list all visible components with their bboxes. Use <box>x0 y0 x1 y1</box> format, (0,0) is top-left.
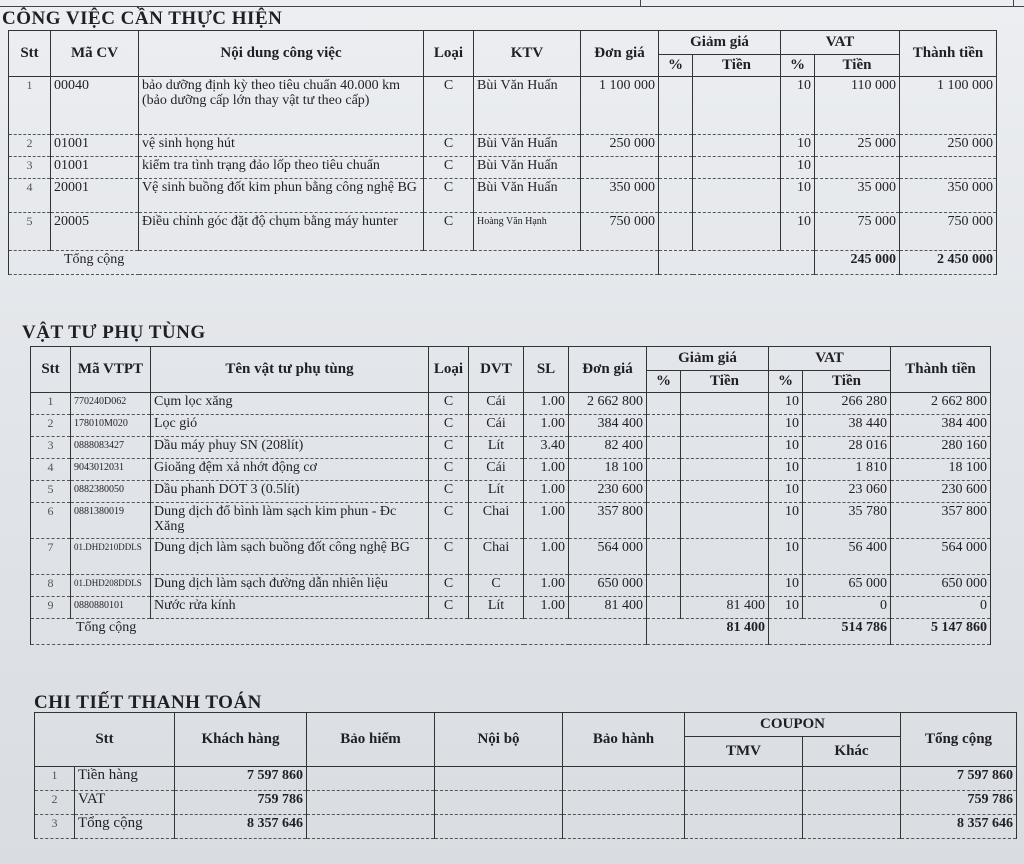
work-header-total: Thành tiền <box>900 31 997 77</box>
row-vat-money <box>815 157 900 179</box>
row-code: 01001 <box>51 135 139 157</box>
work-footer-row <box>9 251 997 275</box>
table-row <box>31 503 991 539</box>
row-label: VAT <box>75 791 175 815</box>
top-box <box>640 0 1014 6</box>
row-total: 1 100 000 <box>900 77 997 135</box>
row-type: C <box>429 503 469 539</box>
row-code: 0880880101 <box>71 597 151 619</box>
row-stt: 5 <box>9 213 51 251</box>
row-type: C <box>429 575 469 597</box>
table-row <box>31 393 991 415</box>
row-code: 0882380050 <box>71 481 151 503</box>
row-unit-price: 650 000 <box>569 575 647 597</box>
row-vat-pct: 10 <box>769 575 803 597</box>
row-content: Điều chỉnh góc đặt độ chụm bằng máy hunter <box>139 213 424 251</box>
row-unit: Cái <box>469 415 524 437</box>
row-qty: 1.00 <box>524 481 569 503</box>
row-total: 650 000 <box>891 575 991 597</box>
row-unit-price: 2 662 800 <box>569 393 647 415</box>
table-row <box>31 415 991 437</box>
row-unit-price: 357 800 <box>569 503 647 539</box>
row-disc-pct <box>647 575 681 597</box>
row-disc-money <box>681 437 769 459</box>
work-footer-vat-total: 245 000 <box>815 251 900 275</box>
row-unit-price: 384 400 <box>569 415 647 437</box>
row-code: 0888083427 <box>71 437 151 459</box>
work-header-code: Mã CV <box>51 31 139 77</box>
row-vat-money: 38 440 <box>803 415 891 437</box>
parts-header-unit: DVT <box>469 347 524 393</box>
pay-header-coupon: COUPON <box>685 713 901 737</box>
row-qty: 1.00 <box>524 415 569 437</box>
parts-footer-grand-total: 5 147 860 <box>891 619 991 645</box>
row-disc-pct <box>647 459 681 481</box>
row-other <box>803 815 901 839</box>
parts-header-vat: VAT <box>769 347 891 371</box>
table-row <box>31 575 991 597</box>
row-disc-pct <box>659 135 693 157</box>
payment-section-title: CHI TIẾT THANH TOÁN <box>34 692 262 713</box>
row-disc-money <box>681 575 769 597</box>
row-name: Dung dịch làm sạch đường dẫn nhiên liệu <box>151 575 429 597</box>
row-qty: 1.00 <box>524 503 569 539</box>
row-internal <box>435 791 563 815</box>
parts-table <box>30 346 991 645</box>
table-row <box>35 767 1017 791</box>
row-type: C <box>429 393 469 415</box>
table-row <box>31 597 991 619</box>
row-qty: 1.00 <box>524 539 569 575</box>
row-vat-pct: 10 <box>769 481 803 503</box>
row-vat-pct: 10 <box>769 539 803 575</box>
parts-footer-disc-total: 81 400 <box>647 619 769 645</box>
row-stt: 2 <box>35 791 75 815</box>
row-stt: 9 <box>31 597 71 619</box>
table-row <box>31 481 991 503</box>
row-type: C <box>429 597 469 619</box>
parts-footer-row <box>31 619 991 645</box>
row-total: 280 160 <box>891 437 991 459</box>
row-vat-pct: 10 <box>769 437 803 459</box>
work-header-content: Nội dung công việc <box>139 31 424 77</box>
row-unit: Lít <box>469 437 524 459</box>
row-type: C <box>424 179 474 213</box>
row-total: 350 000 <box>900 179 997 213</box>
payment-table <box>34 712 1017 839</box>
row-stt: 6 <box>31 503 71 539</box>
row-stt: 3 <box>31 437 71 459</box>
work-header-tech: KTV <box>474 31 581 77</box>
parts-header-discount: Giảm giá <box>647 347 769 371</box>
row-name: Dầu phanh DOT 3 (0.5lít) <box>151 481 429 503</box>
row-qty: 1.00 <box>524 597 569 619</box>
row-disc-money <box>693 77 781 135</box>
row-code: 00040 <box>51 77 139 135</box>
row-code: 01.DHD208DDLS <box>71 575 151 597</box>
row-unit-price <box>581 157 659 179</box>
row-disc-money <box>693 135 781 157</box>
row-vat-pct: 10 <box>781 135 815 157</box>
pay-header-stt: Stt <box>35 713 175 767</box>
row-vat-money: 25 000 <box>815 135 900 157</box>
row-name: Dung dịch đổ bình làm sạch kim phun - Đc Xăng <box>151 503 429 539</box>
row-total: 0 <box>891 597 991 619</box>
row-disc-money <box>681 415 769 437</box>
row-total: 564 000 <box>891 539 991 575</box>
row-other <box>803 791 901 815</box>
row-vat-pct: 10 <box>769 503 803 539</box>
row-vat-money: 23 060 <box>803 481 891 503</box>
table-row <box>35 791 1017 815</box>
row-code: 20001 <box>51 179 139 213</box>
row-vat-pct: 10 <box>781 77 815 135</box>
row-disc-money <box>681 539 769 575</box>
row-unit: Cái <box>469 393 524 415</box>
row-vat-pct: 10 <box>769 393 803 415</box>
row-disc-pct <box>659 157 693 179</box>
row-tech: Bùi Văn Huấn <box>474 135 581 157</box>
parts-footer-label: Tổng cộng <box>31 619 647 645</box>
row-type: C <box>429 459 469 481</box>
row-stt: 3 <box>35 815 75 839</box>
row-disc-pct <box>659 77 693 135</box>
row-stt: 3 <box>9 157 51 179</box>
row-vat-money: 75 000 <box>815 213 900 251</box>
row-tmv <box>685 767 803 791</box>
row-warranty <box>563 791 685 815</box>
row-unit: Lít <box>469 597 524 619</box>
row-total: 357 800 <box>891 503 991 539</box>
row-code: 20005 <box>51 213 139 251</box>
row-other <box>803 767 901 791</box>
table-row <box>9 77 997 135</box>
row-disc-money <box>681 503 769 539</box>
row-label: Tổng cộng <box>75 815 175 839</box>
row-internal <box>435 767 563 791</box>
row-unit-price: 82 400 <box>569 437 647 459</box>
table-row <box>9 213 997 251</box>
row-unit-price: 1 100 000 <box>581 77 659 135</box>
row-disc-pct <box>647 503 681 539</box>
pay-header-total: Tổng cộng <box>901 713 1017 767</box>
row-type: C <box>424 213 474 251</box>
row-disc-pct <box>647 437 681 459</box>
row-unit: Lít <box>469 481 524 503</box>
parts-header-name: Tên vật tư phụ tùng <box>151 347 429 393</box>
row-total: 18 100 <box>891 459 991 481</box>
row-code: 0881380019 <box>71 503 151 539</box>
row-name: Dung dịch làm sạch buồng đốt công nghệ BG <box>151 539 429 575</box>
row-disc-money <box>681 393 769 415</box>
row-customer: 7 597 860 <box>175 767 307 791</box>
row-name: Cụm lọc xăng <box>151 393 429 415</box>
row-unit-price: 564 000 <box>569 539 647 575</box>
row-type: C <box>424 157 474 179</box>
row-disc-money <box>693 179 781 213</box>
row-disc-pct <box>659 179 693 213</box>
row-tech: Bùi Văn Huấn <box>474 179 581 213</box>
row-type: C <box>429 539 469 575</box>
row-tech: Bùi Văn Huấn <box>474 157 581 179</box>
row-qty: 1.00 <box>524 459 569 481</box>
row-total: 2 662 800 <box>891 393 991 415</box>
row-unit: Chai <box>469 539 524 575</box>
row-stt: 7 <box>31 539 71 575</box>
work-header-type: Loại <box>424 31 474 77</box>
work-footer-empty <box>659 251 815 275</box>
row-insurance <box>307 767 435 791</box>
table-row <box>9 135 997 157</box>
row-disc-pct <box>647 415 681 437</box>
row-vat-pct: 10 <box>769 459 803 481</box>
row-stt: 5 <box>31 481 71 503</box>
row-customer: 759 786 <box>175 791 307 815</box>
row-vat-money: 0 <box>803 597 891 619</box>
row-name: Nước rửa kính <box>151 597 429 619</box>
row-total: 8 357 646 <box>901 815 1017 839</box>
row-customer: 8 357 646 <box>175 815 307 839</box>
row-disc-pct <box>647 597 681 619</box>
row-disc-pct <box>647 393 681 415</box>
row-vat-money: 35 000 <box>815 179 900 213</box>
row-tech: Bùi Văn Huấn <box>474 77 581 135</box>
work-table <box>8 30 997 275</box>
row-unit: Cái <box>469 459 524 481</box>
parts-header-total: Thành tiền <box>891 347 991 393</box>
row-content: Vệ sinh buồng đốt kim phun bằng công nghệ BG <box>139 179 424 213</box>
row-stt: 1 <box>9 77 51 135</box>
row-total <box>900 157 997 179</box>
row-qty: 3.40 <box>524 437 569 459</box>
row-vat-pct: 10 <box>781 157 815 179</box>
row-type: C <box>424 77 474 135</box>
row-name: Lọc gió <box>151 415 429 437</box>
row-disc-pct <box>647 481 681 503</box>
row-vat-money: 110 000 <box>815 77 900 135</box>
row-unit: C <box>469 575 524 597</box>
parts-header-type: Loại <box>429 347 469 393</box>
row-tmv <box>685 815 803 839</box>
row-unit-price: 250 000 <box>581 135 659 157</box>
work-header-disc-money: Tiền <box>693 55 781 77</box>
row-tmv <box>685 791 803 815</box>
row-stt: 1 <box>31 393 71 415</box>
work-header-disc-pct: % <box>659 55 693 77</box>
row-vat-money: 28 016 <box>803 437 891 459</box>
row-insurance <box>307 815 435 839</box>
row-vat-money: 56 400 <box>803 539 891 575</box>
row-vat-money: 1 810 <box>803 459 891 481</box>
row-vat-money: 35 780 <box>803 503 891 539</box>
row-stt: 4 <box>9 179 51 213</box>
row-warranty <box>563 815 685 839</box>
parts-header-stt: Stt <box>31 347 71 393</box>
row-type: C <box>424 135 474 157</box>
work-footer-label: Tổng cộng <box>9 251 659 275</box>
row-vat-pct: 10 <box>769 415 803 437</box>
parts-header-vat-pct: % <box>769 371 803 393</box>
parts-header-disc-pct: % <box>647 371 681 393</box>
work-header-discount: Giảm giá <box>659 31 781 55</box>
parts-header-qty: SL <box>524 347 569 393</box>
row-unit-price: 750 000 <box>581 213 659 251</box>
row-code: 01.DHD210DDLS <box>71 539 151 575</box>
row-type: C <box>429 437 469 459</box>
row-vat-pct: 10 <box>781 213 815 251</box>
row-internal <box>435 815 563 839</box>
row-disc-money <box>681 459 769 481</box>
table-row <box>31 539 991 575</box>
table-row <box>9 157 997 179</box>
row-disc-money <box>693 157 781 179</box>
row-disc-money <box>693 213 781 251</box>
work-footer-grand-total: 2 450 000 <box>900 251 997 275</box>
row-total: 230 600 <box>891 481 991 503</box>
parts-header-disc-money: Tiền <box>681 371 769 393</box>
row-total: 759 786 <box>901 791 1017 815</box>
table-row <box>35 815 1017 839</box>
row-disc-pct <box>659 213 693 251</box>
row-unit: Chai <box>469 503 524 539</box>
row-content: vệ sinh họng hút <box>139 135 424 157</box>
row-disc-pct <box>647 539 681 575</box>
row-stt: 8 <box>31 575 71 597</box>
row-stt: 4 <box>31 459 71 481</box>
table-row <box>31 459 991 481</box>
pay-header-other: Khác <box>803 737 901 767</box>
row-unit-price: 230 600 <box>569 481 647 503</box>
work-section-title: CÔNG VIỆC CẦN THỰC HIỆN <box>2 8 283 29</box>
pay-header-warranty: Bảo hành <box>563 713 685 767</box>
row-unit-price: 18 100 <box>569 459 647 481</box>
row-name: Gioăng đệm xả nhớt động cơ <box>151 459 429 481</box>
row-total: 250 000 <box>900 135 997 157</box>
row-label: Tiền hàng <box>75 767 175 791</box>
row-vat-money: 65 000 <box>803 575 891 597</box>
row-tech: Hoàng Văn Hạnh <box>474 213 581 251</box>
row-qty: 1.00 <box>524 575 569 597</box>
work-header-unit-price: Đơn giá <box>581 31 659 77</box>
row-name: Dầu máy phuy SN (208lít) <box>151 437 429 459</box>
row-code: 178010M020 <box>71 415 151 437</box>
parts-header-unit-price: Đơn giá <box>569 347 647 393</box>
row-qty: 1.00 <box>524 393 569 415</box>
row-vat-money: 266 280 <box>803 393 891 415</box>
work-header-stt: Stt <box>9 31 51 77</box>
parts-header-vat-money: Tiền <box>803 371 891 393</box>
row-vat-pct: 10 <box>769 597 803 619</box>
row-code: 770240D062 <box>71 393 151 415</box>
row-code: 9043012031 <box>71 459 151 481</box>
row-type: C <box>429 415 469 437</box>
row-total: 7 597 860 <box>901 767 1017 791</box>
row-warranty <box>563 767 685 791</box>
row-total: 750 000 <box>900 213 997 251</box>
pay-header-tmv: TMV <box>685 737 803 767</box>
parts-section-title: VẬT TƯ PHỤ TÙNG <box>22 322 206 343</box>
row-unit-price: 81 400 <box>569 597 647 619</box>
row-content: kiểm tra tình trạng đảo lốp theo tiêu chuẩn <box>139 157 424 179</box>
row-total: 384 400 <box>891 415 991 437</box>
work-header-vat: VAT <box>781 31 900 55</box>
row-stt: 2 <box>9 135 51 157</box>
row-stt: 2 <box>31 415 71 437</box>
row-unit-price: 350 000 <box>581 179 659 213</box>
parts-footer-vat-total: 514 786 <box>769 619 891 645</box>
parts-header-code: Mã VTPT <box>71 347 151 393</box>
row-type: C <box>429 481 469 503</box>
row-code: 01001 <box>51 157 139 179</box>
pay-header-customer: Khách hàng <box>175 713 307 767</box>
row-disc-money: 81 400 <box>681 597 769 619</box>
row-stt: 1 <box>35 767 75 791</box>
table-row <box>31 437 991 459</box>
row-vat-pct: 10 <box>781 179 815 213</box>
row-content: bảo dưỡng định kỳ theo tiêu chuẩn 40.000 km (bảo dưỡng cấp lớn thay vật tư theo cấp) <box>139 77 424 135</box>
pay-header-insurance: Bảo hiểm <box>307 713 435 767</box>
pay-header-internal: Nội bộ <box>435 713 563 767</box>
work-header-vat-money: Tiền <box>815 55 900 77</box>
row-disc-money <box>681 481 769 503</box>
work-header-vat-pct: % <box>781 55 815 77</box>
table-row <box>9 179 997 213</box>
row-insurance <box>307 791 435 815</box>
